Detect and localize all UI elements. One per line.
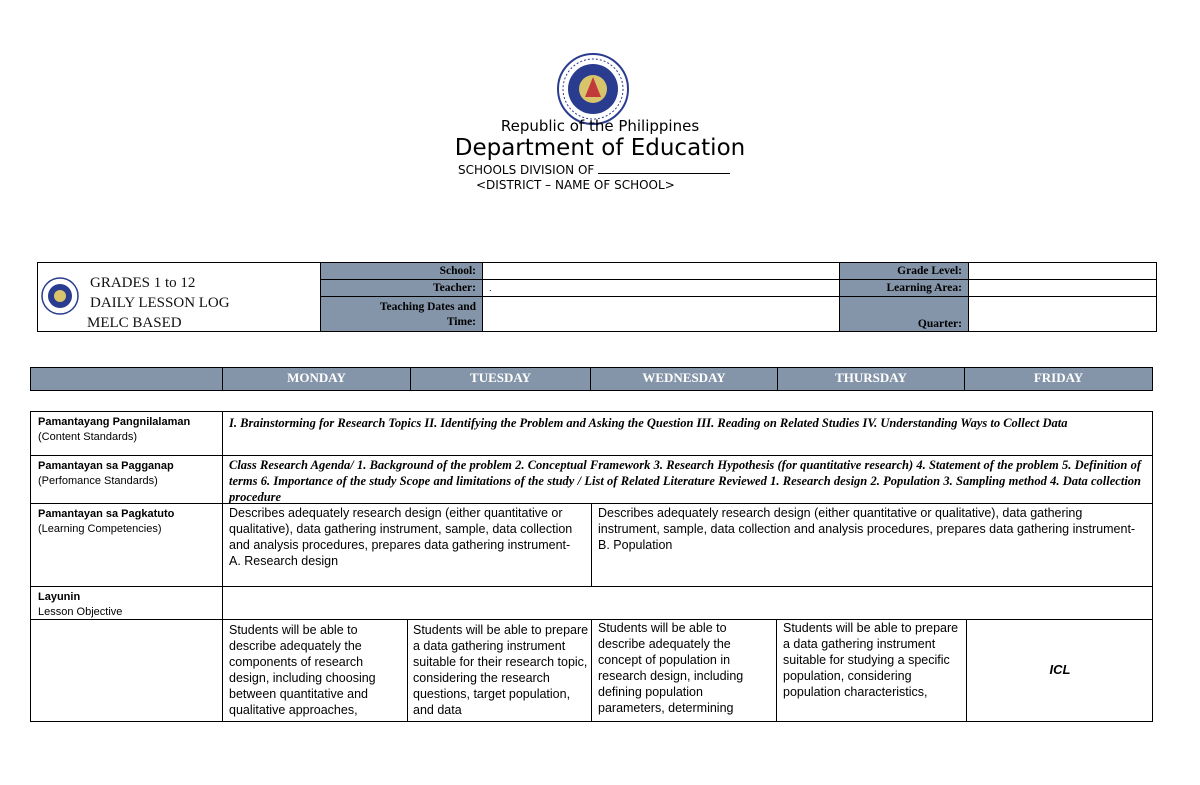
quarter-field[interactable] xyxy=(969,297,1156,331)
objective-row xyxy=(30,587,1153,620)
performance-standards-sublabel: (Perfomance Standards) xyxy=(38,475,158,487)
day-monday: MONDAY xyxy=(222,368,410,390)
division-label: SCHOOLS DIVISION OF xyxy=(458,163,595,177)
dates-field[interactable] xyxy=(483,297,840,331)
objective-divider-1 xyxy=(407,620,408,721)
performance-standards-label-cell xyxy=(31,456,223,503)
competencies-right-item: B. Population xyxy=(598,538,673,552)
competencies-monday-tuesday xyxy=(229,505,589,569)
grade-level-label: Grade Level: xyxy=(840,263,969,280)
day-tuesday: TUESDAY xyxy=(410,368,590,390)
performance-standards-text: Class Research Agenda/ 1. Background of the problem 2. Conceptual Framework 3. Research Hypothesis (for quantitative research) 4. Statement of the problem 5. Definition of terms 6. Importance of the study Scope and limitations of the study / List of Related Literature Reviewed 1. Research design 2. Population 3. Sampling method 4. Data collection procedure xyxy=(229,458,1141,504)
schools-division xyxy=(458,163,730,177)
objective-sublabel: Lesson Objective xyxy=(38,606,123,618)
day-thursday: THURSDAY xyxy=(777,368,964,390)
daily-objectives-label-cell xyxy=(31,620,223,721)
objective-monday: Students will be able to describe adequately the components of research design, including choosing between quantitative and qualitative approaches, xyxy=(229,623,376,717)
content-standards-sublabel: (Content Standards) xyxy=(38,431,138,443)
lesson-log-info-table xyxy=(37,262,1157,332)
deped-seal-icon xyxy=(557,53,629,125)
learning-competencies-row xyxy=(30,504,1153,587)
melc-title: MELC BASED xyxy=(87,315,182,331)
day-friday: FRIDAY xyxy=(964,368,1152,390)
content-standards-label-cell xyxy=(31,412,223,455)
competencies-divider xyxy=(591,504,592,586)
teacher-field[interactable]: . xyxy=(483,280,840,297)
competencies-left-text: Describes adequately research design (either quantitative or qualitative), data gathering instrument, sample, data collection and analysis procedures, prepares data gathering instrument- xyxy=(229,506,573,552)
content-standards-label: Pamantayang Pangnilalaman xyxy=(38,416,191,428)
objective-tuesday: Students will be able to prepare a data gathering instrument suitable for their research topic, considering the research questions, target population, and data xyxy=(413,623,589,717)
objective-divider-2 xyxy=(591,620,592,721)
dates-label-line1: Teaching Dates and xyxy=(379,301,476,313)
division-blank xyxy=(598,163,730,174)
grade-level-field[interactable] xyxy=(969,263,1156,280)
objective-wednesday: Students will be able to describe adequately the concept of population in research design, including defining population parameters, determining xyxy=(598,621,744,715)
objective-divider-3 xyxy=(776,620,777,721)
content-standards-row xyxy=(30,411,1153,456)
day-wednesday: WEDNESDAY xyxy=(590,368,777,390)
learning-area-label: Learning Area: xyxy=(840,280,969,297)
objective-label-cell xyxy=(31,587,223,619)
competencies-left-item: A. Research design xyxy=(229,554,339,568)
dll-title-cell xyxy=(38,263,321,331)
republic-text: Republic of the Philippines xyxy=(500,117,700,135)
content-standards-text: I. Brainstorming for Research Topics II. Identifying the Problem and Asking the Question III. Reading on Related Studies IV. Understanding Ways to Collect Data xyxy=(229,416,1068,430)
dates-label xyxy=(321,297,483,331)
dates-label-line2: Time: xyxy=(446,316,476,328)
learning-competencies-sublabel: (Learning Competencies) xyxy=(38,523,162,535)
objective-label: Layunin xyxy=(38,591,81,603)
objective-thursday: Students will be able to prepare a data gathering instrument suitable for studying a specific population, considering population characteristics, xyxy=(783,621,959,699)
district-name: <DISTRICT – NAME OF SCHOOL> xyxy=(476,178,675,192)
department-title: Department of Education xyxy=(454,135,746,161)
daily-objectives-row xyxy=(30,620,1153,722)
deped-small-seal-icon xyxy=(41,277,79,315)
competencies-right-text: Describes adequately research design (either quantitative or qualitative), data gathering instrument, sample, data collection and analysis procedures, prepares data gathering instrument- xyxy=(598,506,1136,536)
performance-standards-row xyxy=(30,456,1153,504)
grades-title: GRADES 1 to 12 xyxy=(90,275,196,291)
school-field[interactable] xyxy=(483,263,840,280)
school-label: School: xyxy=(321,263,483,280)
learning-area-field[interactable] xyxy=(969,280,1156,297)
competencies-wednesday-thursday xyxy=(598,505,1144,553)
teacher-label: Teacher: xyxy=(321,280,483,297)
learning-competencies-label: Pamantayan sa Pagkatuto xyxy=(38,508,175,520)
objective-friday: ICL xyxy=(1049,662,1071,677)
performance-standards-label: Pamantayan sa Pagganap xyxy=(38,460,174,472)
learning-competencies-label-cell xyxy=(31,504,223,586)
dll-title: DAILY LESSON LOG xyxy=(90,295,230,311)
quarter-label: Quarter: xyxy=(840,297,969,331)
days-header xyxy=(30,367,1153,391)
